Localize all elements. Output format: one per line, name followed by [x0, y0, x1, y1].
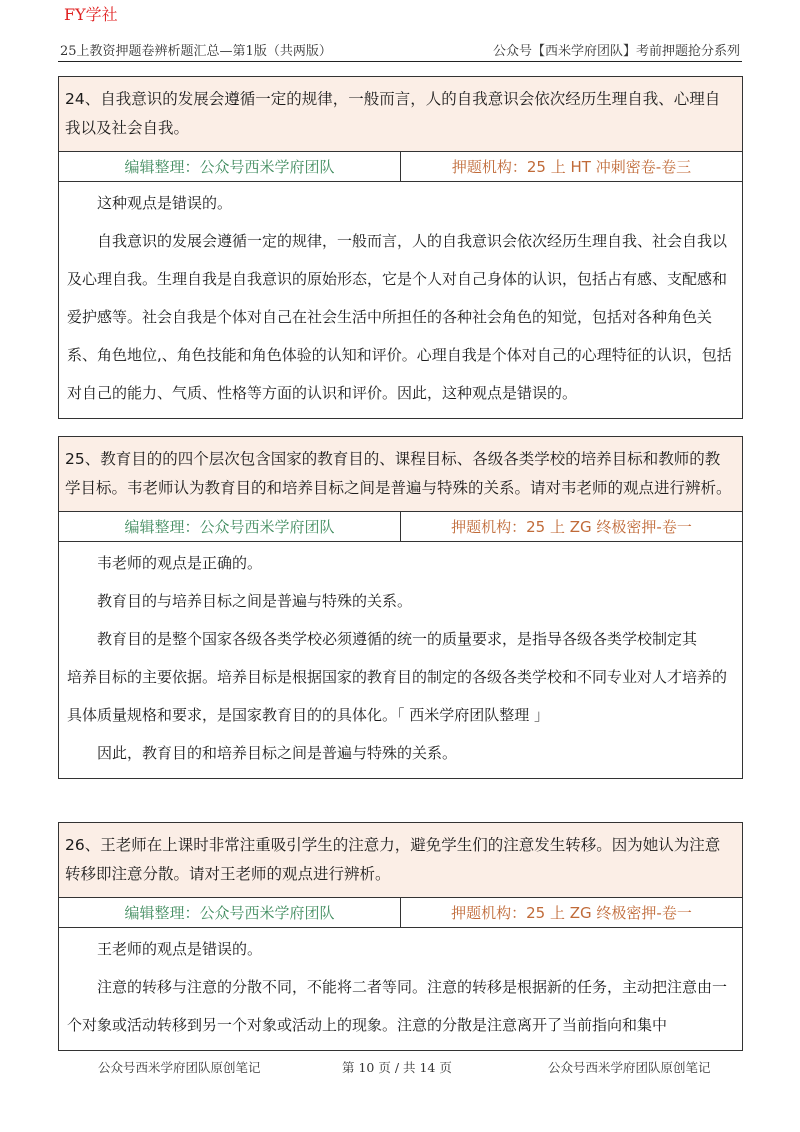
- answer-paragraph: 注意的转移与注意的分散不同，不能将二者等同。注意的转移是根据新的任务，主动把注意由一个对象或活动转移到另一个对象或活动上的现象。注意的分散是注意离开了当前指向和集中: [67, 978, 728, 1034]
- answer-body: [59, 182, 742, 418]
- answer-paragraph: 培养目标的主要依据。培养目标是根据国家的教育目的制定的各级各类学校和不同专业对人才培养的具体质量规格和要求，是国家教育目的的具体化。「 西米学府团队整理 」: [67, 668, 728, 724]
- header-left-title: 25上教资押题卷辨析题汇总—第1版（共两版）: [60, 44, 332, 59]
- question-text: 25、教育目的的四个层次包含国家的教育目的、课程目标、各级各类学校的培养目标和教师的教学目标。韦老师认为教育目的和培养目标之间是普遍与特殊的关系。请对韦老师的观点进行辨析。: [59, 437, 742, 512]
- answer-body: [59, 928, 742, 1050]
- answer-paragraph: 这种观点是错误的。: [97, 194, 233, 212]
- page-footer: [0, 1058, 800, 1078]
- header-right-title: 公众号【西米学府团队】考前押题抢分系列: [492, 44, 740, 59]
- answer-paragraph: 王老师的观点是错误的。: [97, 940, 263, 958]
- page-number: 第 10 页 / 共 14 页: [342, 1060, 452, 1075]
- question-text: 26、王老师在上课时非常注重吸引学生的注意力，避免学生们的注意发生转移。因为她认为注意转移即注意分散。请对王老师的观点进行辨析。: [59, 823, 742, 898]
- footer-left-text: 公众号西米学府团队原创笔记: [98, 1060, 261, 1075]
- editor-label: 编辑整理：公众号西米学府团队: [124, 904, 335, 922]
- question-meta-row: [59, 898, 742, 928]
- question-text: 24、自我意识的发展会遵循一定的规律，一般而言，人的自我意识会依次经历生理自我、心理自我以及社会自我。: [59, 77, 742, 152]
- answer-paragraph: 韦老师的观点是正确的。: [97, 554, 263, 572]
- source-label: 押题机构：25 上 HT 冲刺密卷-卷三: [400, 152, 742, 181]
- source-label: 押题机构：25 上 ZG 终极密押-卷一: [400, 898, 742, 927]
- answer-body: [59, 542, 742, 778]
- editor-label: 编辑整理：公众号西米学府团队: [124, 158, 335, 176]
- watermark-text: FY学社: [64, 5, 118, 24]
- question-meta-row: [59, 512, 742, 542]
- answer-paragraph: 教育目的是整个国家各级各类学校必须遵循的统一的质量要求，是指导各级各类学校制定其: [97, 630, 698, 648]
- question-meta-row: [59, 152, 742, 182]
- editor-label: 编辑整理：公众号西米学府团队: [124, 518, 335, 536]
- page-header: [58, 36, 742, 62]
- answer-paragraph: 教育目的与培养目标之间是普遍与特殊的关系。: [97, 592, 413, 610]
- source-label: 押题机构：25 上 ZG 终极密押-卷一: [400, 512, 742, 541]
- answer-paragraph: 因此，教育目的和培养目标之间是普遍与特殊的关系。: [97, 744, 458, 762]
- footer-right-text: 公众号西米学府团队原创笔记: [548, 1060, 711, 1075]
- question-block-25: [58, 436, 743, 779]
- question-block-26: [58, 822, 743, 1051]
- question-block-24: [58, 76, 743, 419]
- answer-paragraph: 自我意识的发展会遵循一定的规律，一般而言，人的自我意识会依次经历生理自我、社会自我以及心理自我。生理自我是自我意识的原始形态，它是个人对自己身体的认识，包括占有感、支配感和爱护感等。社会自我是个体对自己在社会生活中所担任的各种社会角色的知觉，包括对各种角色关系、角色地位,、角色技能和角色体验的认知和评价。心理自我是个体对自己的心理特征的认识，包括对自己的能力、气质、性格等方面的认识和评价。因此，这种观点是错误的。: [67, 232, 732, 402]
